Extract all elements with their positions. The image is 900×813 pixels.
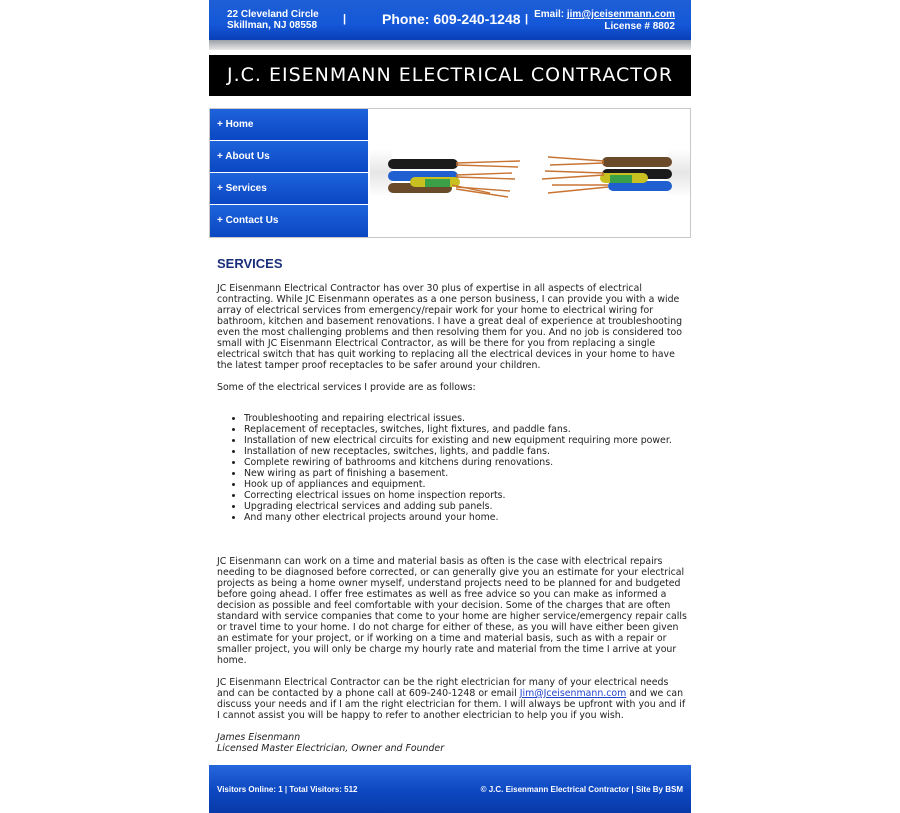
contact-text: and we can discuss your needs and if I am the right electrician for them. I will always be upfront with you and if I cannot assist you will be happy to refer to another electrician to help you if you wish. — [217, 688, 686, 721]
address-line-2: Skillman, NJ 08558 — [227, 20, 318, 31]
contact-text: JC Eisenmann Electrical Contractor can be the right electrician for many of your electrical needs and can be contacted by a phone call at 609-240-1248 or email — [217, 677, 669, 699]
address-line-1: 22 Cleveland Circle — [227, 9, 319, 20]
visitor-counter: Visitors Online: 1 | Total Visitors: 512 — [217, 785, 358, 794]
intro-paragraph: JC Eisenmann Electrical Contractor has over 30 plus of expertise in all aspects of electrical contracting. While JC Eisenmann operates as a one person business, I can provide you with a wide array of electrical services from emergency/repair work for your home to electrical wiring for bathroom, kitchen and basement renovations. I have a great deal of experience at troubleshooting even the most challenging problems and then resolving them for you. And no job is considered too small with JC Eisenmann Electrical Contractor, as will be there for you from replacing a single electrical switch that has quit working to replacing all the electrical devices in your home to have the latest tamper proof receptacles to be safer around your children. — [217, 283, 683, 371]
main-nav — [210, 109, 368, 237]
page-wrapper — [209, 0, 691, 813]
email-block — [534, 9, 675, 33]
list-item: • Installation of new receptacles, switches, lights, and paddle fans. — [244, 446, 687, 457]
list-item: • Installation of new electrical circuits for existing and new equipment requiring more power. — [244, 435, 687, 446]
copyright: © J.C. Eisenmann Electrical Contractor | Site By BSM — [480, 785, 683, 794]
signature-title: Licensed Master Electrician, Owner and Founder — [217, 743, 445, 754]
nav-item-contact-us[interactable]: + Contact Us — [210, 205, 368, 237]
list-item: • Replacement of receptacles, switches, light fixtures, and paddle fans. — [244, 424, 687, 435]
services-intro: Some of the electrical services I provide are as follows: — [217, 382, 476, 393]
main-content — [217, 258, 687, 754]
page-title: SERVICES — [217, 256, 283, 271]
license-number: License # 8802 — [604, 21, 675, 32]
list-item: • Upgrading electrical services and adding sub panels. — [244, 501, 687, 512]
list-item: • Correcting electrical issues on home inspection reports. — [244, 490, 687, 501]
list-item: • Troubleshooting and repairing electrical issues. — [244, 413, 687, 424]
email-link[interactable]: jim@jceisenmann.com — [566, 9, 675, 20]
list-item: • Hook up of appliances and equipment. — [244, 479, 687, 490]
contact-email-link[interactable]: Jim@Jceisenmann.com — [519, 688, 627, 699]
site-footer — [209, 765, 691, 813]
address — [227, 9, 319, 31]
signature — [217, 732, 687, 754]
nav-item-services[interactable]: + Services — [210, 173, 368, 204]
signature-name: James Eisenmann — [217, 732, 301, 743]
nav-item-home[interactable]: + Home — [210, 109, 368, 140]
header-separator: | — [525, 13, 529, 25]
nav-item-about-us[interactable]: + About Us — [210, 141, 368, 172]
nav-banner — [209, 108, 691, 238]
contact-paragraph — [217, 677, 687, 721]
site-logo[interactable]: J.C. EISENMANN ELECTRICAL CONTRACTOR — [209, 55, 691, 96]
services-list — [217, 413, 687, 523]
list-item: • And many other electrical projects around your home. — [244, 512, 687, 523]
header-shadow — [209, 40, 691, 50]
top-info-bar — [209, 0, 691, 40]
phone-number: Phone: 609-240-1248 — [382, 11, 521, 27]
electrical-wires-image — [370, 109, 690, 237]
pricing-paragraph: JC Eisenmann can work on a time and material basis as often is the case with electrical repairs needing to be diagnosed before corrected, or can generally give you an estimate for your electrical projects as being a home owner myself, understand projects need to be planned for and budgeted before going ahead. I offer free estimates as well as free advice so you can make as informed a decision as possible and feel comfortable with your decision. Some of the charges that are often standard with service companies that come to your home are higher service/emergency repair calls or travel time to your home. I do not charge for either of these, as you will have either been given an estimate for your project, or if working on a time and material basis, such as with a repair or smaller project, you will only be charge my hourly rate and material from the time I arrive at your home. — [217, 556, 687, 666]
list-item: • Complete rewiring of bathrooms and kitchens during renovations. — [244, 457, 687, 468]
list-item: • New wiring as part of finishing a basement. — [244, 468, 687, 479]
header-separator: | — [343, 13, 347, 25]
email-label: Email: — [534, 9, 565, 20]
